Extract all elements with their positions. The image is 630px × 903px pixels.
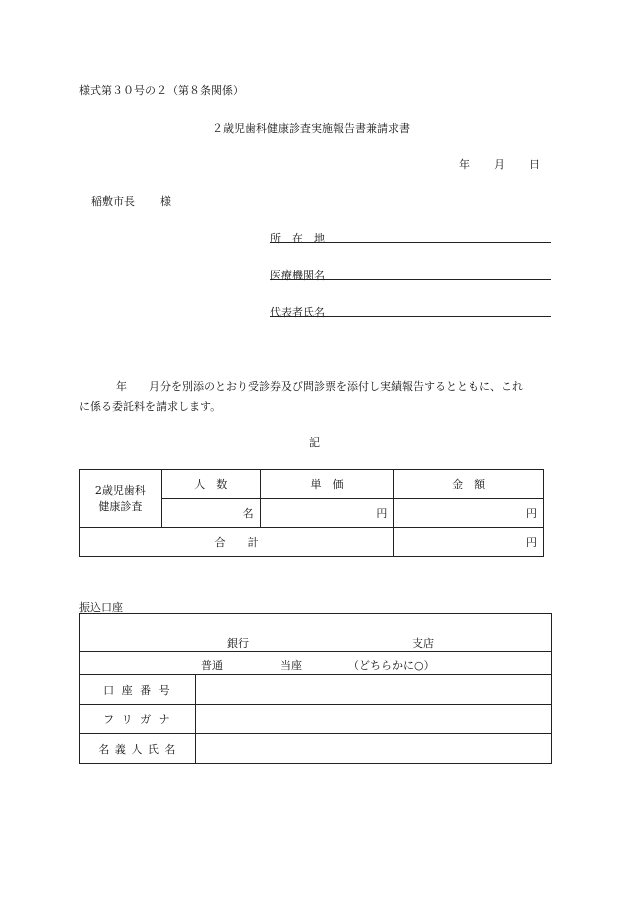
representative-label: 代表者氏名 [270,306,325,319]
row-header-line-1: 2歳児歯科 [94,483,146,497]
address-label: 所 在 地 [270,232,325,245]
billing-table [79,469,544,557]
date-month: 月 [494,158,505,171]
date-year: 年 [459,158,470,171]
representative-field[interactable] [270,302,551,317]
furigana-label: フ リ ガ ナ [80,705,196,734]
account-number-field[interactable] [195,675,551,705]
bank-label: 銀行 [227,637,249,650]
branch-label: 支店 [412,637,434,650]
address-field[interactable] [270,228,551,243]
body-line-1: 月分を別添のとおり受診券及び問診票を添付し実績報告するとともに、これ [149,380,523,393]
ki-heading: 記 [309,436,320,449]
account-type-row[interactable] [80,652,552,675]
row-header-line-2: 健康診査 [98,499,143,513]
account-number-label: 口 座 番 号 [80,675,196,705]
document-title: ２歳児歯科健康診査実施報告書兼請求書 [212,122,410,135]
count-cell[interactable]: 名 [161,499,260,528]
bank-name-row[interactable] [80,614,552,652]
row-header-cell [80,470,162,528]
form-number: 様式第３０号の２（第８条関係） [79,84,244,97]
total-amount-cell[interactable]: 円 [394,528,544,557]
amount-cell[interactable]: 円 [394,499,544,528]
body-year: 年 [116,380,127,393]
type-checking[interactable]: 当座 [280,659,302,672]
holder-name-label: 名 義 人 氏 名 [80,734,196,764]
col-unit-price-header: 単 価 [260,470,394,499]
addressee-name: 稲敷市長 [91,195,135,208]
date-day: 日 [529,158,540,171]
furigana-field[interactable] [195,705,551,734]
addressee-honorific: 様 [160,195,171,208]
type-note: （どちらかに○） [348,659,435,672]
bank-section-label: 振込口座 [79,601,123,614]
type-ordinary[interactable]: 普通 [201,659,223,672]
col-count-header: 人 数 [161,470,260,499]
col-amount-header: 金 額 [394,470,544,499]
institution-label: 医療機関名 [270,269,325,282]
institution-field[interactable] [270,265,551,280]
total-label-cell: 合 計 [80,528,394,557]
bank-table [79,613,552,764]
body-line-2: に係る委託料を請求します。 [79,400,222,413]
holder-name-field[interactable] [195,734,551,764]
unit-price-cell[interactable]: 円 [260,499,394,528]
